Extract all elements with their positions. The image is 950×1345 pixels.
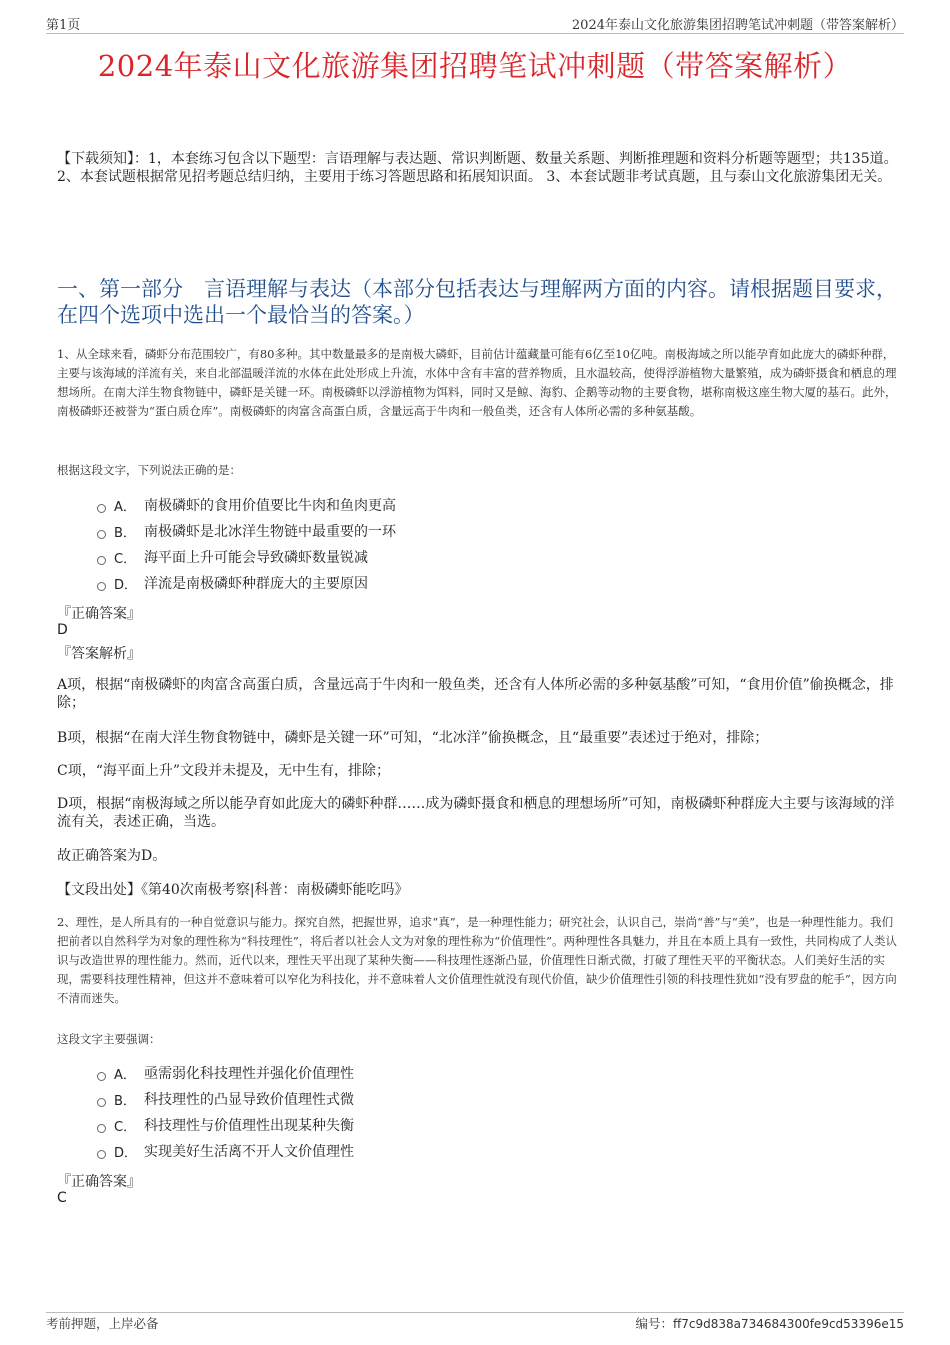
footer-code-value: ff7c9d838a734684300fe9cd53396e15 <box>672 1317 904 1331</box>
q1-analysis-label: 『答案解析』 <box>57 646 141 662</box>
option-text: 科技理性的凸显导致价值理性式微 <box>144 1092 354 1108</box>
q2-option-a[interactable] <box>97 1062 354 1084</box>
page-title: 2024年泰山文化旅游集团招聘笔试冲刺题（带答案解析） <box>97 49 853 83</box>
header-divider <box>46 33 904 34</box>
q1-conclusion: 故正确答案为D。 <box>57 848 167 864</box>
radio-icon[interactable] <box>97 582 106 591</box>
footer-code-label: 编号： <box>635 1316 673 1331</box>
footer-code <box>635 1314 904 1332</box>
q2-passage: 2、理性，是人所具有的一种自觉意识与能力。探究自然，把握世界，追求“真”，是一种理性能力；研究社会，认识自己，崇尚“善”与“美”，也是一种理性能力。我们把前者以自然科学为对象的理性称为“科技理性”，将后者以社会人文为对象的理性称为“价值理性”。两种理性各具魅力，并且在本质上具有一致性，共同构成了人类认识与改造世界的理性能力。然而，近代以来，理性天平出现了某种失衡——科技理性逐渐凸显，价值理性日渐式微，打破了理性天平的平衡状态。人们美好生活的实现，需要科技理性精神，但这并不意味着可以窄化为科技化，并不意味着人文价值理性就没有现代价值，缺少价值理性引领的科技理性犹如“没有罗盘的舵手”，因方向不清而迷失。 <box>57 915 898 1005</box>
q2-answer-label: 『正确答案』 <box>57 1174 141 1190</box>
q2-option-c[interactable] <box>97 1114 354 1136</box>
q1-option-c[interactable] <box>97 546 368 568</box>
q2-option-d[interactable] <box>97 1140 354 1162</box>
q1-option-d[interactable] <box>97 572 368 594</box>
q1-prompt: 根据这段文字，下列说法正确的是： <box>57 463 241 477</box>
q2-answer: C <box>57 1190 67 1206</box>
option-letter: B． <box>114 1093 136 1109</box>
footer-slogan: 考前押题，上岸必备 <box>46 1316 159 1331</box>
page-number: 第1页 <box>46 18 81 33</box>
option-letter: A． <box>114 1067 136 1083</box>
q1-option-a[interactable] <box>97 494 396 516</box>
option-text: 亟需弱化科技理性并强化价值理性 <box>144 1066 354 1082</box>
option-text: 实现美好生活离不开人文价值理性 <box>144 1144 354 1160</box>
section-heading: 一、第一部分 言语理解与表达（本部分包括表达与理解两方面的内容。请根据题目要求，在四个选项中选出一个最恰当的答案。） <box>57 277 897 327</box>
option-text: 南极磷虾的食用价值要比牛肉和鱼肉更高 <box>144 498 396 514</box>
option-letter: A． <box>114 499 136 515</box>
option-letter: B． <box>114 525 136 541</box>
q2-option-b[interactable] <box>97 1088 354 1110</box>
q1-option-b[interactable] <box>97 520 396 542</box>
radio-icon[interactable] <box>97 1124 106 1133</box>
option-text: 海平面上升可能会导致磷虾数量锐减 <box>144 550 368 566</box>
option-letter: C． <box>114 1119 137 1135</box>
radio-icon[interactable] <box>97 504 106 513</box>
radio-icon[interactable] <box>97 556 106 565</box>
q1-passage: 1、从全球来看，磷虾分布范围较广，有80多种。其中数量最多的是南极大磷虾，目前估计蕴藏量可能有6亿至10亿吨。南极海域之所以能孕育如此庞大的磷虾种群，主要与该海域的洋流有关，来自北部温暖洋流的水体在此处形成上升流，水体中含有丰富的营养物质，且水温较高，使得浮游植物大量繁殖，成为磷虾摄食和栖息的理想场所。在南大洋生物食物链中，磷虾是关键一环。南极磷虾以浮游植物为饵料，同时又是鲸、海豹、企鹅等动物的主要食物，堪称南极这座生物大厦的基石。此外，南极磷虾还被誉为“蛋白质仓库”。南极磷虾的肉富含高蛋白质，含量远高于牛肉和一般鱼类，还含有人体所必需的多种氨基酸。 <box>57 347 897 418</box>
radio-icon[interactable] <box>97 1072 106 1081</box>
q2-prompt: 这段文字主要强调： <box>57 1032 161 1046</box>
footer-divider <box>46 1312 904 1313</box>
download-notice: 【下载须知】：1，本套练习包含以下题型：言语理解与表达题、常识判断题、数量关系题、判断推理题和资料分析题等题型；共135道。 2、本套试题根据常见招考题总结归纳，主要用于练习答题思路和拓展知识面。 3、本套试题非考试真题，且与泰山文化旅游集团无关。 <box>57 151 898 185</box>
q1-answer: D <box>57 622 68 638</box>
option-letter: C． <box>114 551 137 567</box>
option-text: 洋流是南极磷虾种群庞大的主要原因 <box>144 576 368 592</box>
q1-analysis-c: C项，“海平面上升”文段并未提及，无中生有，排除； <box>57 763 391 779</box>
q1-answer-label: 『正确答案』 <box>57 606 141 622</box>
option-letter: D． <box>114 1145 138 1161</box>
header-doc-title: 2024年泰山文化旅游集团招聘笔试冲刺题（带答案解析） <box>571 18 904 33</box>
radio-icon[interactable] <box>97 1098 106 1107</box>
radio-icon[interactable] <box>97 1150 106 1159</box>
q1-analysis-a: A项，根据“南极磷虾的肉富含高蛋白质，含量远高于牛肉和一般鱼类，还含有人体所必需的多种氨基酸”可知，“食用价值”偷换概念，排除； <box>57 677 894 711</box>
q1-analysis-b: B项，根据“在南大洋生物食物链中，磷虾是关键一环”可知，“北冰洋”偷换概念，且“最重要”表述过于绝对，排除； <box>57 730 769 746</box>
option-text: 南极磷虾是北冰洋生物链中最重要的一环 <box>144 524 396 540</box>
option-text: 科技理性与价值理性出现某种失衡 <box>144 1118 354 1134</box>
q1-analysis-d: D项，根据“南极海域之所以能孕育如此庞大的磷虾种群……成为磷虾摄食和栖息的理想场所”可知，南极磷虾种群庞大主要与该海域的洋流有关，表述正确，当选。 <box>57 796 895 830</box>
radio-icon[interactable] <box>97 530 106 539</box>
option-letter: D． <box>114 577 138 593</box>
q1-source: 【文段出处】《第40次南极考察|科普：南极磷虾能吃吗》 <box>57 882 409 898</box>
